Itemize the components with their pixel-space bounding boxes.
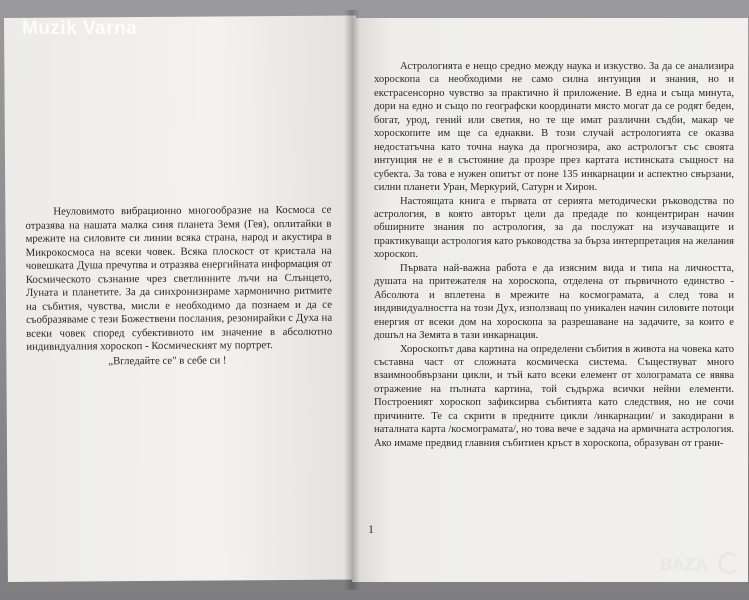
right-paragraph-3: Първата най-важна работа е да изясним вида и типа на личността, душата на притежателя на хороскопа, отделена от първичното единство - Абсолюта и вплетена в мрежите на космограмата, а след това и индивидуалността на този Дух, използващ по уникален начин силовите потоци енергия от всеки дом на хороскопа за разрешаване на задачите, за които е дошъл на Земята в тази инкарнация.: [374, 262, 734, 342]
book-spine-shadow: [344, 10, 360, 590]
right-paragraph-2: Настоящата книга е първата от серията методически ръководства по астрология, в която авторът цели да предаде по концентриран начин обширните знания по астрология, за да послужат на изучаващите и практикуващи астрология като ръководства за бърза интерпретация на желания хороскоп.: [374, 195, 734, 261]
left-page: [4, 16, 360, 582]
corner-logo-text: BAZA: [660, 555, 708, 574]
logo-mark-icon: [718, 552, 740, 574]
left-paragraph: Неуловимото вибрационно многообразие на Космоса се отразява на нашата малка синя планета Земя (Гея), оплитайки в мрежите на силовите си линии всяка страна, народ и акустира в Микрокосмоса на всеки човек. Всяка плоскост от кристала на човешката Душа пречупва и отразява енергийната информация от Космическото съзнание чрез светлинните лъчи на Слънцето, Луната и планетите. За да синхронизираме хармонично ритмите на събития, чувства, мисли е необходимо да познаем и да се съобразяваме с тези Божествени послания, резонирайки с Духа на всеки човек според субективното им значение в абсолютно индивидуалния хороскоп - Космическият му портрет.: [25, 203, 333, 354]
motto-line: „Вгледайте се" в себе си !: [108, 354, 227, 368]
right-paragraph-4: Хороскопът дава картина на определени събития в живота на човека като съставна част от сложната космическа система. Съществуват много взаимнообвързани цикли, и тъй като всеки елемент от холограмата се явява отражение на пълната картина, той съдържа всички нейни елементи. Построеният хороскоп зафиксирва събитията като следствия, но не сочи причините. Те са скрити в предните цикли /инкарнации/ и закодирани в наталната карта /космограмата/, но това вече е задача на армичната астрология. Ако имаме предвид главния събитиен кръст в хороскопа, образуван от грани-: [374, 343, 734, 449]
right-page: [352, 18, 748, 582]
watermark-text: Muzik Varna: [22, 18, 138, 39]
right-page-text: [374, 60, 734, 450]
page-number: 1: [368, 522, 374, 536]
left-page-text: [25, 204, 332, 370]
right-paragraph-1: Астрологията е нещо средно между наука и изкуство. За да се анализира хороскопа са необходими не само силна интуиция и знания, но и екстрасенсорно чувство за практично й приложение. В една и съща минута, дори на едно и също по географски координати място могат да се родят беден, богат, урод, гений или светия, но те ще имат различни съдби, макар че хороскопите им ще са еднакви. В този случай астрологията се оказва недостатъчна като точна наука да прогнозира, ако астрологът със своята интуиция не е в състояние да прозре през картата истинската същност на субекта. За това е нужен опитът от поне 135 инкарнации и аспектно свързани, силни планети Уран, Меркурий, Сатурн и Хирон.: [374, 61, 734, 194]
